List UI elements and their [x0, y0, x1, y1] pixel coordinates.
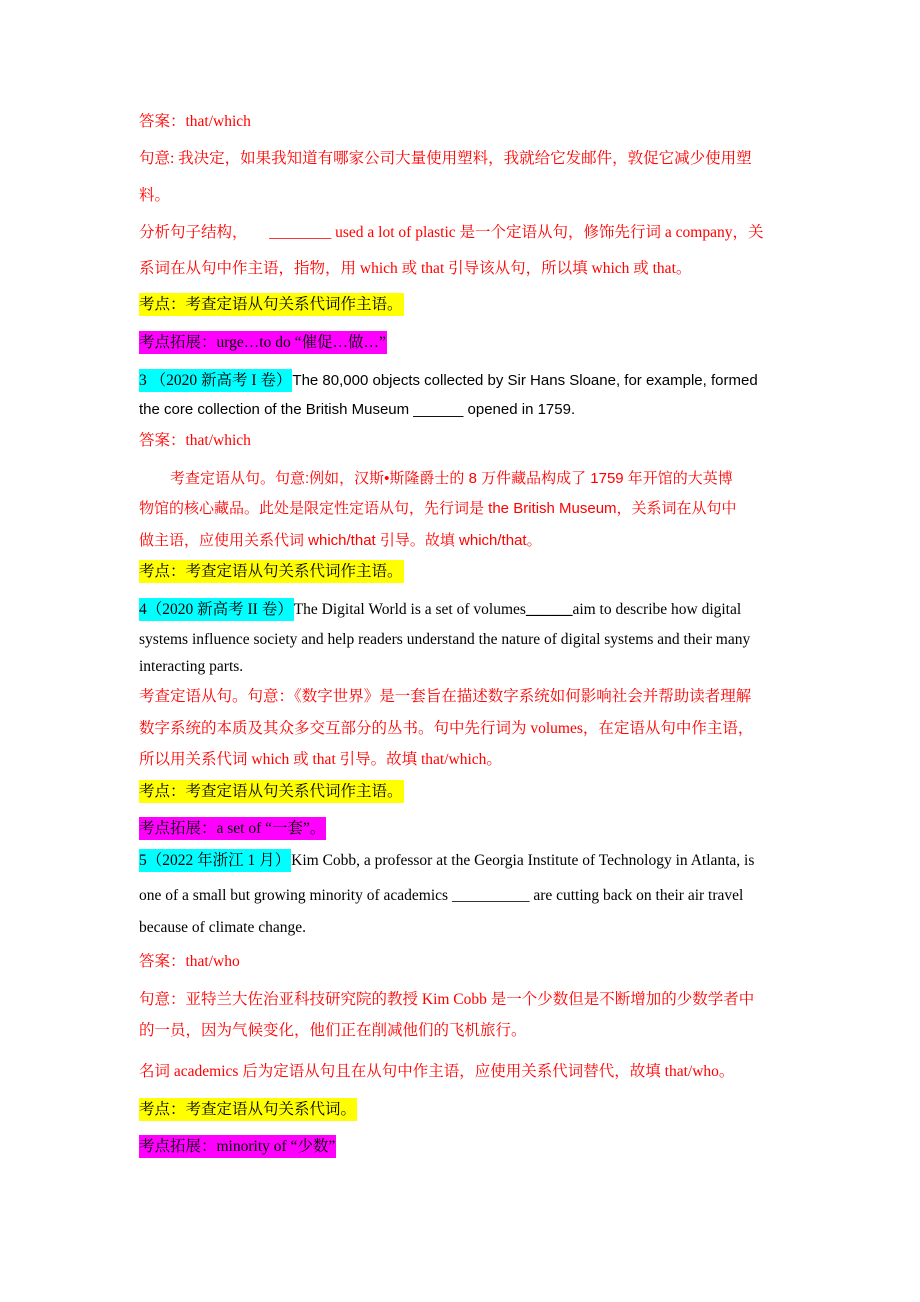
analysis-line: [139, 258, 691, 280]
explain-text: 所以用关系代词 which 或 that 引导。故填 that/which。: [139, 751, 502, 768]
explain-text: 数字系统的本质及其众多交互部分的丛书。句中先行词为 volumes，在定语从句中作主语，: [139, 720, 754, 737]
answer-blank: ______: [413, 401, 464, 418]
explain-text: 考查定语从句。句意：《数字世界》是一套旨在描述数字系统如何影响社会并帮助读者理解: [139, 688, 752, 705]
explain-text: 考查定语从句。句意:例如，汉斯•斯隆爵士的 8 万件藏品构成了 1759 年开馆的大英博: [170, 470, 733, 487]
point-highlight: 考点：考查定语从句关系代词作主语。: [139, 293, 404, 316]
meaning-line: [139, 989, 754, 1011]
answer-text: 答案：that/who: [139, 953, 240, 970]
question-line: [139, 885, 743, 907]
explain-line: [139, 718, 753, 740]
question-text: systems influence society and help readers understand the nature of digital systems and their many: [139, 631, 751, 648]
question-line: [139, 656, 243, 678]
question-text: The 80,000 objects collected by Sir Hans Sloane, for example, formed: [292, 372, 758, 389]
extension-line: [139, 1135, 336, 1158]
point-highlight: 考点：考查定语从句关系代词作主语。: [139, 560, 404, 583]
analysis-text: used a lot of plastic 是一个定语从句，修饰先行词 a company，关: [335, 224, 764, 241]
point-line: [139, 293, 404, 316]
meaning-text: 句意: 我决定，如果我知道有哪家公司大量使用塑料，我就给它发邮件，敦促它减少使用塑: [139, 150, 752, 167]
question-text: are cutting back on their air travel: [533, 887, 744, 904]
answer-text: 答案：that/which: [139, 432, 251, 449]
answer-blank: ______: [525, 601, 573, 618]
explain-line: [170, 468, 733, 490]
question-text: interacting parts.: [139, 658, 244, 675]
extension-highlight: 考点拓展：minority of “少数”: [139, 1135, 336, 1158]
question-text: the core collection of the British Museum: [139, 401, 410, 418]
answer-text: 答案：that/which: [139, 113, 251, 130]
point-line: [139, 1098, 357, 1121]
point-highlight: 考点：考查定语从句关系代词作主语。: [139, 780, 404, 803]
extension-highlight: 考点拓展：urge…to do “催促…做…”: [139, 331, 387, 354]
analysis-text: 分析句子结构，: [139, 224, 248, 241]
extension-line: [139, 817, 326, 840]
answer-line: [139, 430, 251, 452]
analysis-text: 名词 academics 后为定语从句且在从句中作主语，应使用关系代词替代，故填 that/who。: [139, 1063, 735, 1080]
explain-line: [139, 498, 737, 520]
explain-line: [139, 749, 502, 771]
extension-highlight: 考点拓展：a set of “一套”。: [139, 817, 326, 840]
source-highlight: 4（2020 新高考 II 卷）: [139, 598, 294, 621]
analysis-text: 系词在从句中作主语，指物，用 which 或 that 引导该从句，所以填 which 或 that。: [139, 260, 692, 277]
meaning-text: 句意：亚特兰大佐治亚科技研究院的教授 Kim Cobb 是一个少数但是不断增加的少数学者中: [139, 991, 755, 1008]
question-text: The Digital World is a set of volumes: [293, 601, 526, 618]
explain-line: [139, 530, 542, 552]
question-line: [139, 849, 754, 872]
question-line: [139, 917, 306, 939]
source-highlight: 5（2022 年浙江 1 月）: [139, 849, 291, 872]
extension-line: [139, 331, 387, 354]
question-text: Kim Cobb, a professor at the Georgia Institute of Technology in Atlanta, is: [291, 852, 755, 869]
answer-line: [139, 951, 240, 973]
meaning-line: [139, 185, 170, 207]
question-text: aim to describe how digital: [572, 601, 742, 618]
answer-line: [139, 111, 251, 133]
question-line: [139, 399, 575, 421]
point-highlight: 考点：考查定语从句关系代词。: [139, 1098, 357, 1121]
point-line: [139, 780, 404, 803]
meaning-text: 料。: [139, 187, 171, 204]
source-highlight: 3 （2020 新高考 I 卷）: [139, 369, 292, 392]
analysis-line: [139, 1061, 734, 1083]
question-line: [139, 369, 758, 392]
explain-text: 物馆的核心藏品。此处是限定性定语从句，先行词是 the British Museum，关系词在从句中: [139, 500, 737, 517]
meaning-line: [139, 148, 752, 170]
answer-blank: __________: [451, 887, 530, 904]
point-line: [139, 560, 404, 583]
answer-blank: ________: [269, 224, 332, 241]
question-line: [139, 598, 741, 621]
explain-line: [139, 686, 751, 708]
question-text: opened in 1759.: [467, 401, 576, 418]
question-line: [139, 629, 750, 651]
meaning-text: 的一员，因为气候变化，他们正在削减他们的飞机旅行。: [139, 1022, 527, 1039]
explain-text: 做主语，应使用关系代词 which/that 引导。故填 which/that。: [139, 532, 542, 549]
analysis-line: [139, 222, 764, 244]
question-text: one of a small but growing minority of academics: [139, 887, 449, 904]
meaning-line: [139, 1020, 527, 1042]
question-text: because of climate change.: [139, 919, 306, 936]
